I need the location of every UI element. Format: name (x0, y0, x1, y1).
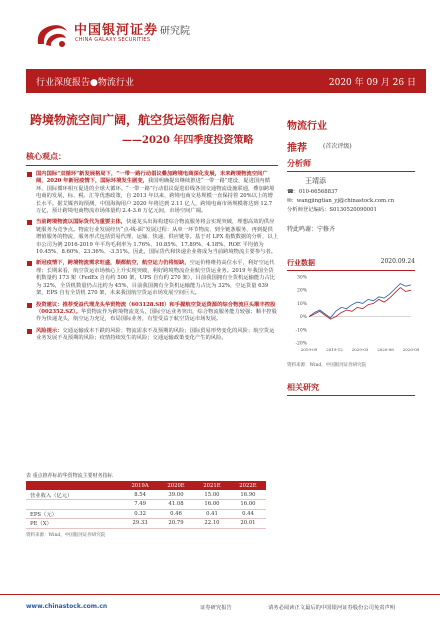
bullet-square-icon (27, 329, 32, 334)
financial-table (26, 481, 266, 529)
report-subtitle: ——2020 年四季度投资策略 (122, 135, 254, 146)
table-cell: 0.41 (206, 510, 218, 517)
table-row (26, 500, 266, 510)
core-viewpoints-list (26, 171, 278, 343)
table-cell (26, 500, 122, 510)
table-cell: 0.32 (134, 510, 146, 517)
core-item (26, 302, 278, 324)
table-header-row (26, 481, 266, 490)
table-header-cell: 2022E (230, 481, 266, 490)
acknowledgement: 特此鸣谢：宁修齐 (287, 226, 336, 233)
y-tick-label: -10% (295, 328, 307, 334)
core-item-lead: 当前跨境物流以国际货代为重要主体， (36, 219, 127, 226)
bullet-square-icon (27, 261, 32, 266)
report-type: 行业深度报告●物流行业 (36, 77, 134, 88)
table-cell: 7.49 (134, 501, 146, 508)
x-tick-label: 2019-12 (326, 347, 343, 352)
analyst-email: ✉：wangjingtian_yj@chinastock.com.cn (287, 198, 395, 204)
core-item-body: 交通运输成本下跌的风险；物流需求不及预期的风险；国际贸易形势变化的风险；航空货运业务发展不及预期的风险；疫情持续发生的风险；交通运输政策变化产生的风险。 (36, 327, 275, 342)
core-item (26, 260, 278, 297)
brand-english-name: CHINA GALAXY SECURITIES (75, 37, 151, 43)
core-item (26, 171, 278, 215)
report-header (0, 0, 440, 64)
table-cell: 20.01 (240, 520, 256, 527)
table-source: 资料来源：Wind，中国银河证券研究院 (26, 532, 106, 538)
core-item-body: 空运价格维持高位水平，利好空运代理；长期来看，航空货运市场核心上升实现突破，利好跨境物流企业航空货运业务。2019 年我国全货机数量约 173 架（FedEx 自有约 500 架，UPS 自有约 270 架），目前我国拥有全货机运输能力占比为 32%，全货机数量仍占比约为 45%，目前我国拥有全货机运输能力占比为 32%，空运货量 639 架，EPS 自有全货机 270 架，未来我国航空货运市场发展空间巨大。 (36, 260, 276, 297)
y-tick-label: 30% (296, 275, 307, 281)
table-cell: 29.33 (132, 520, 148, 527)
table-cell: 22.10 (204, 520, 220, 527)
table-cell: 41.08 (168, 501, 184, 508)
table-header-cell: 2019A (122, 481, 158, 490)
y-tick-label: 20% (296, 288, 307, 294)
line-chart (287, 271, 420, 361)
chart-date: 2020.09.24 (380, 258, 415, 265)
footer-url[interactable]: www.chinastock.com.cn (26, 603, 108, 610)
core-item-lead: 新冠疫情下，跨境物流需求旺盛，顺都航空，航空运力仍将短缺， (36, 260, 190, 267)
industry-data-chart (287, 258, 420, 370)
bullet-square-icon (27, 172, 32, 177)
report-title: 跨境物流空间广阔，航空货运领衔启航 (30, 113, 235, 127)
y-tick-label: 0% (299, 315, 307, 321)
x-tick-label: 2020-06 (377, 347, 394, 352)
core-viewpoints (26, 151, 278, 347)
bullet-square-icon (27, 220, 32, 225)
core-item-body: 我国明确提出继续推进“一带一路”建设，促进国内循环、国际循环相互促进的全球大循环。“一带一路”行动倡议促进沿线各国交通物流设施联通，叠加跨境电商的发展，标、税、汇等优惠政策，自 2013 年以来，跨境电商交易规模一直保持着 20%以上的增长水平。据艾媒咨询预测，中国海淘用户 2020 年将达到 2.11 亿人，跨境电商市场规模将达到 12.7 万亿，预计跨境电商物流市场体量约 2.4-3.6 万亿元间，市场空间广阔。 (36, 178, 275, 215)
brand-subtitle: 研究院 (160, 26, 190, 37)
financial-table-section (26, 472, 266, 538)
chart-source: 资料来源：Wind，中国银河证券研究院 (287, 363, 367, 368)
x-tick-label: 2020-09 (402, 347, 420, 352)
table-cell: EPS（元） (30, 511, 57, 518)
table-header-cell: 2020E (158, 481, 194, 490)
table-row (26, 509, 266, 519)
bullet-square-icon (27, 303, 32, 308)
series-line (309, 288, 411, 320)
analyst-heading: 分析师 (287, 158, 415, 172)
table-cell: 16.90 (240, 491, 256, 498)
table-cell: 16.00 (204, 501, 220, 508)
analyst-registration: 分析师登记编码：S0130520090001 (287, 207, 377, 213)
galaxy-logo-icon (34, 20, 70, 50)
related-research (287, 382, 415, 396)
y-tick-label: 10% (296, 301, 307, 307)
core-item-body: 华贸物流作为跨境物流龙头，国际空运业务突出，综合物流服务能力较强；顺丰控股作为快递龙头，航空运力充足，布局国际业务，有望受益于航空货运市场发展。 (36, 308, 277, 323)
x-tick-label: 2020-03 (351, 347, 369, 352)
core-item (26, 328, 278, 343)
table-cell: PE（X） (30, 521, 52, 528)
series-line (309, 284, 411, 318)
table-cell: 0.44 (242, 510, 254, 517)
table-row (26, 519, 266, 529)
core-viewpoints-heading: 核心观点： (26, 151, 278, 166)
table-caption: 表 重点推荐标的华贸物流主要财务指标 (26, 473, 113, 479)
footer-disclaimer: 请务必阅读正文最后的中国银河证券股份公司免责声明 (268, 605, 396, 611)
y-tick-label: -20% (295, 341, 307, 347)
analyst-phone: ☎：010-66568837 (287, 189, 338, 195)
core-item-lead: 风险提示： (36, 327, 63, 334)
table-header-cell (26, 481, 122, 490)
table-header-cell: 2021E (194, 481, 230, 490)
report-banner (26, 69, 426, 93)
x-tick-label: 2019-09 (300, 347, 318, 352)
industry-name: 物流行业 (287, 121, 327, 132)
core-item-body: 快递龙头出海构建综合物流服务将会实现突破，理想高效的供应链服务为竞争点。物流行业发展经历“点-线-面”发展过程：从单一环节物流、到全链条服务，再到提供增值服务的物流，服务形式包括贸易代理、运输、快递、供应链等。基于对 LPX 指数数据的分析，以上市公司为例 2016-2019 年平均毛利率为 1.76%、10.85%、17.89%、4.18%、ROE 平均值为 10.45%、8.60%、23.36%、-3.51%。因此，国际货代和快递企业将成为当前跨境物流主要参与者。 (36, 219, 278, 256)
page-footer (0, 594, 440, 620)
core-item-lead: 投资建议：推荐受益代理龙头华贸物流（603128.SH）和手握航空货运资源的综合物流巨头顺丰控股（002352.SZ）。 (36, 301, 276, 315)
table-cell: 20.79 (168, 520, 184, 527)
rating: 推荐 (287, 143, 307, 154)
table-cell: 16.00 (240, 501, 256, 508)
chart-heading: 行业数据 (287, 258, 315, 267)
footer-center: 证券研究报告 (200, 605, 232, 611)
table-cell: 15.00 (204, 491, 220, 498)
chart-header (287, 258, 415, 271)
analyst-name: 王靖添 (305, 177, 326, 185)
analyst-info (287, 158, 415, 233)
rating-note: (首次评级) (323, 143, 352, 150)
core-item (26, 219, 278, 256)
table-cell: 0.46 (170, 510, 182, 517)
table-row (26, 490, 266, 500)
report-date: 2020 年 09 月 26 日 (328, 77, 416, 88)
table-cell: 8.54 (134, 491, 146, 498)
core-item-lead: 国内国际“双循环”新发展格局下，“一带一路行动倡议叠加跨境电商深化发展，未来跨境物流空间广阔，2020 年新冠疫情下，国际环境发生剧变， (36, 171, 268, 185)
table-cell: 39.00 (168, 491, 184, 498)
related-research-heading: 相关研究 (287, 382, 415, 396)
brand-name: 中国银河证券 (74, 23, 159, 38)
table-cell: 营业收入（亿元） (30, 492, 73, 499)
